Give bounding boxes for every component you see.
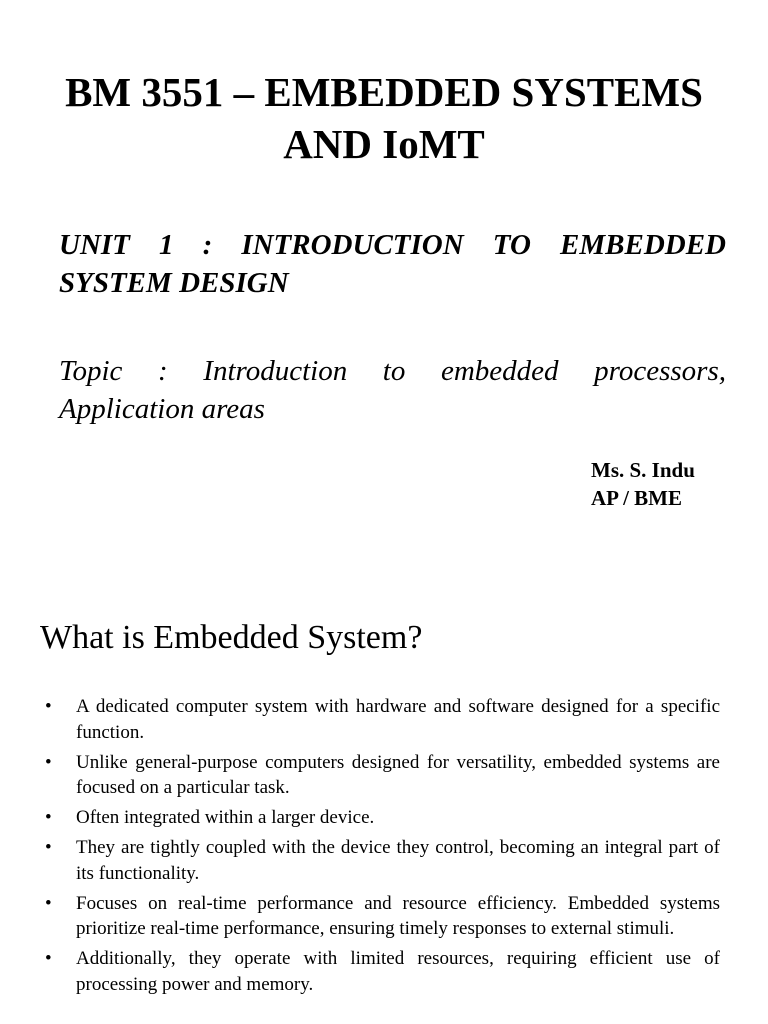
author-name: Ms. S. Indu: [591, 458, 695, 482]
topic-text: Topic : Introduction to embedded processors, Application areas: [59, 355, 726, 425]
list-item: [40, 750, 720, 801]
bullet-text: A dedicated computer system with hardware and software designed for a specific function.: [76, 696, 720, 743]
bullet-text: They are tightly coupled with the device they control, becoming an integral part of its functionality.: [76, 837, 720, 884]
slide-heading: What is Embedded System?: [40, 619, 423, 656]
bullet-icon: •: [45, 696, 52, 717]
list-item: [40, 946, 720, 997]
content-slide: [0, 576, 768, 1024]
author-block: [591, 456, 751, 512]
bullet-text: Focuses on real-time performance and resource efficiency. Embedded systems prioritize real-time performance, ensuring timely responses to external stimuli.: [76, 892, 720, 939]
bullet-icon: •: [45, 948, 52, 969]
bullet-icon: •: [45, 837, 52, 858]
bullet-text: Additionally, they operate with limited resources, requiring efficient use of processing power and memory.: [76, 948, 720, 995]
bullet-text: Often integrated within a larger device.: [76, 807, 375, 828]
list-item: [40, 891, 720, 942]
bullet-icon: •: [45, 892, 52, 914]
list-item: [40, 835, 720, 886]
unit-title: UNIT 1 : INTRODUCTION TO EMBEDDED SYSTEM DESIGN: [59, 229, 726, 299]
bullet-icon: •: [45, 807, 52, 828]
list-item: [40, 805, 720, 831]
bullet-icon: •: [45, 751, 52, 773]
list-item: [40, 694, 720, 745]
bullet-list: [40, 694, 720, 1002]
author-role: AP / BME: [591, 486, 683, 510]
course-title: BM 3551 – EMBEDDED SYSTEMS AND IoMT: [65, 69, 703, 167]
bullet-text: Unlike general-purpose computers designed for versatility, embedded systems are focused on a particular task.: [76, 751, 720, 798]
